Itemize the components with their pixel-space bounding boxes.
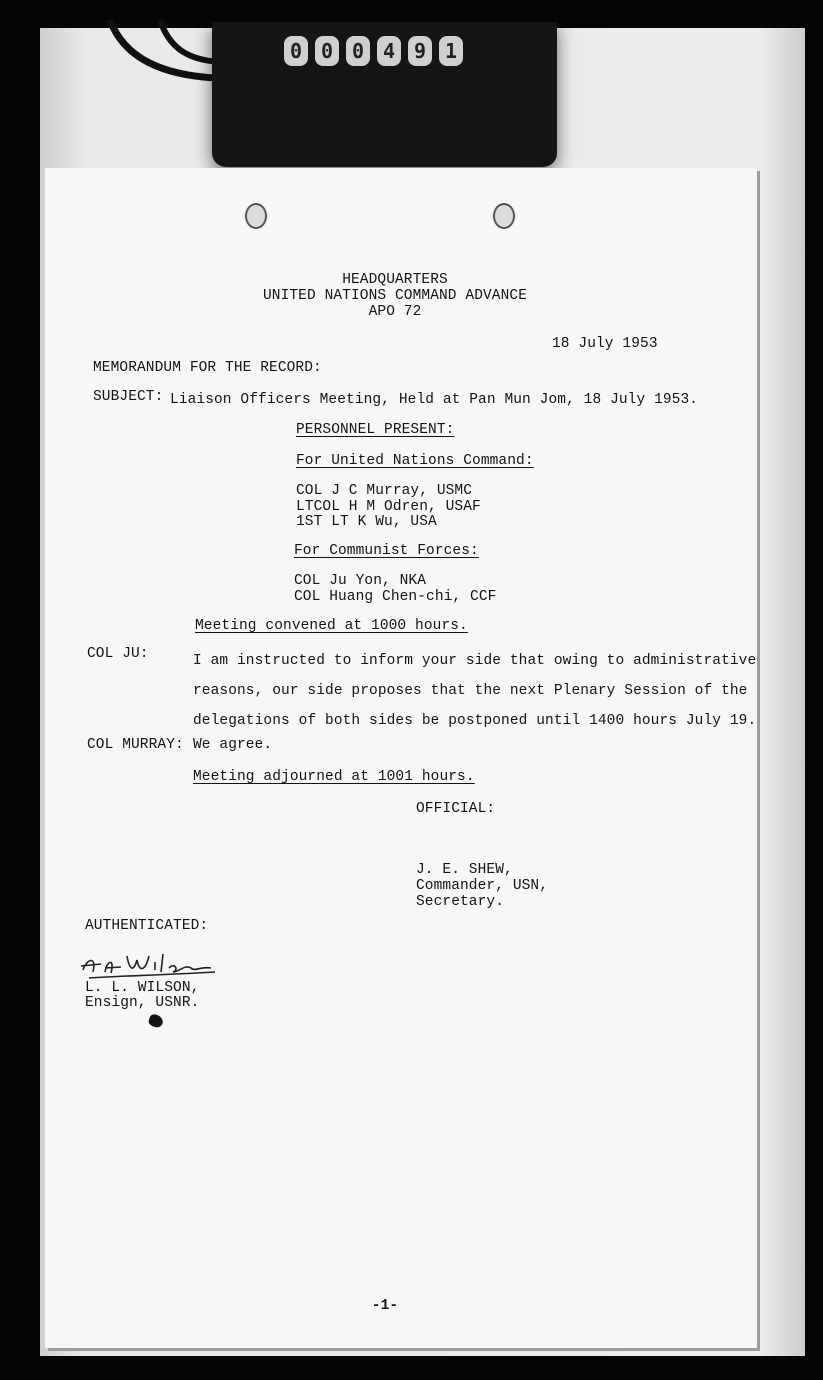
statement-line: We agree. bbox=[193, 737, 273, 753]
memo-page bbox=[45, 168, 757, 1348]
punch-hole bbox=[493, 203, 515, 229]
counter-digit: 0 bbox=[346, 36, 370, 66]
page-number: -1- bbox=[371, 1298, 399, 1314]
header-line-1: HEADQUARTERS bbox=[342, 272, 448, 288]
counter-digit: 0 bbox=[284, 36, 308, 66]
un-member: COL J C Murray, USMC bbox=[296, 483, 473, 499]
subject-label: SUBJECT: bbox=[93, 389, 164, 405]
communist-member: COL Ju Yon, NKA bbox=[294, 573, 427, 589]
handwritten-signature bbox=[75, 948, 225, 983]
frame-counter bbox=[284, 36, 463, 68]
statement-line: I am instructed to inform your side that owing to administrative bbox=[193, 653, 757, 669]
statement-line: delegations of both sides be postponed until 1400 hours July 19. bbox=[193, 713, 757, 729]
counter-digit: 1 bbox=[439, 36, 463, 66]
speaker-label: COL MURRAY: bbox=[87, 737, 184, 753]
official-title: Secretary. bbox=[416, 894, 505, 910]
communist-member: COL Huang Chen-chi, CCF bbox=[294, 589, 497, 605]
counter-digit: 9 bbox=[408, 36, 432, 66]
statement-line: reasons, our side proposes that the next Plenary Session of the bbox=[193, 683, 748, 699]
authenticator-rank: Ensign, USNR. bbox=[85, 995, 200, 1011]
subject-text: Liaison Officers Meeting, Held at Pan Mun Jom, 18 July 1953. bbox=[170, 392, 699, 408]
un-heading: For United Nations Command: bbox=[296, 453, 534, 469]
un-member: 1ST LT K Wu, USA bbox=[296, 514, 437, 530]
official-label: OFFICIAL: bbox=[416, 801, 496, 817]
authenticator-name: L. L. WILSON, bbox=[85, 980, 200, 996]
official-name: J. E. SHEW, bbox=[416, 862, 513, 878]
memo-title: MEMORANDUM FOR THE RECORD: bbox=[93, 360, 322, 376]
frame-counter-device bbox=[212, 22, 557, 167]
authenticated-label: AUTHENTICATED: bbox=[85, 918, 209, 934]
meeting-adjourned: Meeting adjourned at 1001 hours. bbox=[193, 769, 475, 785]
ink-blot bbox=[147, 1013, 164, 1029]
memo-date: 18 July 1953 bbox=[552, 336, 658, 352]
speaker-label: COL JU: bbox=[87, 646, 149, 662]
header-line-2: UNITED NATIONS COMMAND ADVANCE bbox=[262, 288, 528, 304]
official-rank: Commander, USN, bbox=[416, 878, 549, 894]
header-line-3: APO 72 bbox=[368, 304, 422, 320]
communist-heading: For Communist Forces: bbox=[294, 543, 479, 559]
counter-digit: 0 bbox=[315, 36, 339, 66]
meeting-convened: Meeting convened at 1000 hours. bbox=[195, 618, 468, 634]
personnel-heading: PERSONNEL PRESENT: bbox=[296, 422, 455, 438]
un-member: LTCOL H M Odren, USAF bbox=[296, 499, 481, 515]
counter-digit: 4 bbox=[377, 36, 401, 66]
punch-hole bbox=[245, 203, 267, 229]
